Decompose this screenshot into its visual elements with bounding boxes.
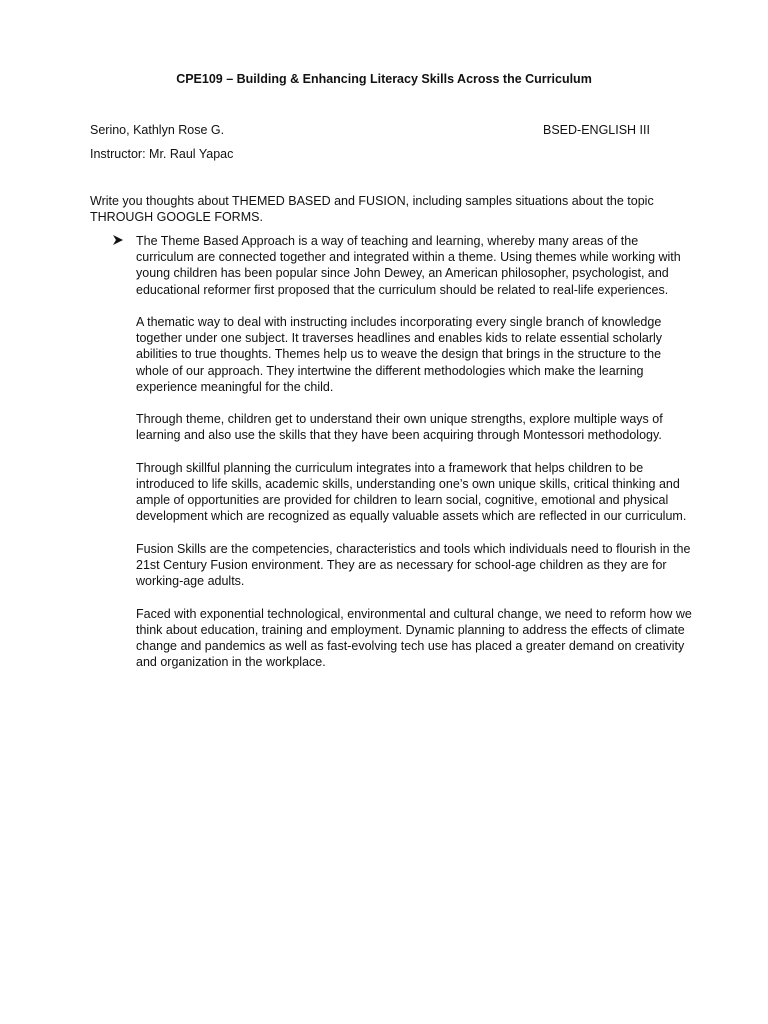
paragraph-thematic-way: A thematic way to deal with instructing includes incorporating every single branch of knowledge together under one subject. It traverses headlines and enables kids to relate essential scholarly abilities to true thoughts. Themes help us to weave the design that brings in the structure to the whole of our approach. They intertwine the different methodologies which make the learning experience meaningful for the child. bbox=[136, 315, 663, 394]
paragraph-fusion-skills: Fusion Skills are the competencies, characteristics and tools which individuals need to flourish in the 21st Century Fusion environment. They are as necessary for school-age children as they are for working-age adults. bbox=[136, 541, 691, 589]
paragraph-through-theme: Through theme, children get to understand their own unique strengths, explore multiple ways of learning and also use the skills that they have been acquiring through Montessori methodology. bbox=[136, 412, 663, 443]
answer-paragraphs bbox=[136, 233, 692, 687]
instructor-label: Instructor: Mr. Raul Yapac bbox=[90, 147, 234, 161]
assignment-prompt: Write you thoughts about THEMED BASED and FUSION, including samples situations about the topic THROUGH GOOGLE FORMS. bbox=[90, 194, 654, 225]
author-name: Serino, Kathlyn Rose G. bbox=[90, 123, 225, 137]
course-label: BSED-ENGLISH III bbox=[543, 123, 650, 137]
arrow-bullet-icon bbox=[112, 233, 124, 251]
paragraph-exponential-change: Faced with exponential technological, environmental and cultural change, we need to reform how we think about education, training and employment. Dynamic planning to address the effects of climate change and pandemics as well as fast-evolving tech use has placed a greater demand on creativity and organization in the workplace. bbox=[136, 606, 692, 670]
document-title: CPE109 – Building & Enhancing Literacy Skills Across the Curriculum bbox=[176, 72, 592, 86]
paragraph-theme-based-approach: The Theme Based Approach is a way of teaching and learning, whereby many areas of the curriculum are connected together and integrated within a theme. Using themes while working with young children has been popular since John Dewey, an American philosopher, psychologist, and educational reformer first proposed that the curriculum should be related to real-life experiences. bbox=[136, 234, 681, 297]
paragraph-skillful-planning: Through skillful planning the curriculum integrates into a framework that helps children to be introduced to life skills, academic skills, understanding one’s own unique skills, critical thinking and ample of opportunities are provided for children to learn social, cognitive, emotional and physical development which are recognized as equally valuable assets which are reflected in our curriculum. bbox=[136, 460, 687, 524]
